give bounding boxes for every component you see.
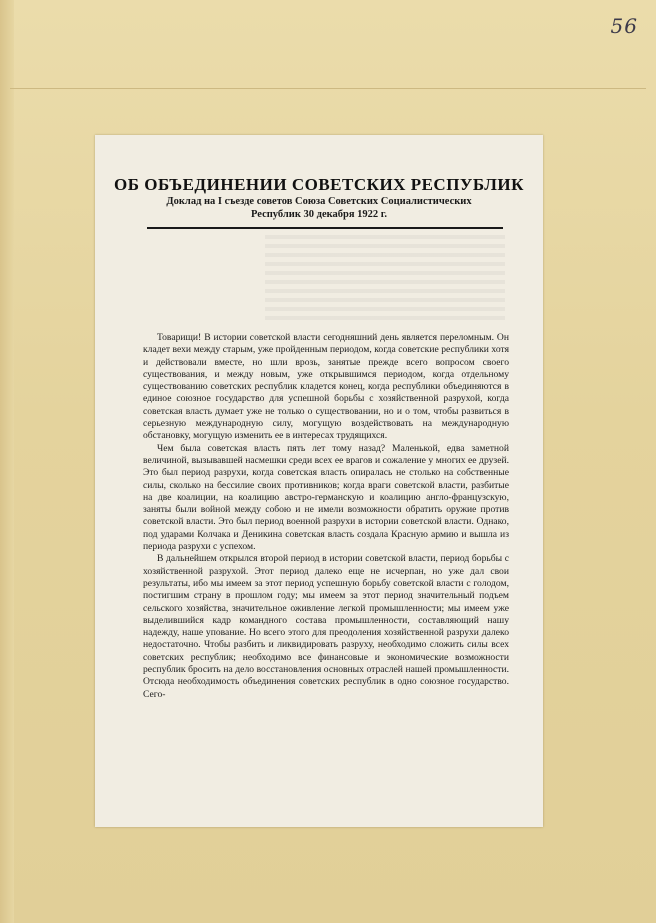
paragraph-2: Чем была советская власть пять лет тому назад? Маленькой, едва заметной величиной, вызывавшей насмешки среди всех ее врагов и сожаление у многих ее друзей. Это был период разрухи, когда советская власть опиралась не столько на собственные силы, сколько на бессилие своих противников; когда враги советской власти, разбитые на две коалиции, на коалицию австро-германскую и коалицию англо-французскую, заняты были войной между собою и не имели возможности обратить оружие против советской власти. Это был период военной разрухи в истории советской власти. Однако, под ударами Колчака и Деникина советская власть создала Красную армию и вышла из периода разрухи с успехом. [143, 442, 509, 553]
archive-page-number: 56 [610, 14, 638, 38]
document-subtitle [115, 195, 523, 221]
subtitle-line-2: Республик 30 декабря 1922 г. [251, 209, 387, 220]
subtitle-line-1: Доклад на I съезде советов Союза Советских Социалистических [166, 196, 472, 207]
document-title: ОБ ОБЪЕДИНЕНИИ СОВЕТСКИХ РЕСПУБЛИК [114, 175, 524, 194]
title-divider [147, 227, 503, 229]
backing-left-edge [0, 0, 14, 923]
bleed-through-text [265, 235, 505, 320]
backing-fold-line [10, 88, 646, 89]
document-sheet [95, 135, 543, 827]
paragraph-3: В дальнейшем открылся второй период в истории советской власти, период борьбы с хозяйственной разрухой. Этот период далеко еще не исчерпан, но уже дал свои результаты, ибо мы имеем за этот период успешную борьбу советской власти с голодом, постигшим страну в прошлом году; мы имеем за этот период значительный подъем сельского хозяйства, значительное оживление легкой промышленности; мы имеем уже выделившийся кадр командного состава промышленности, составляющий нашу надежду, наше упование. Но всего этого для преодоления хозяйственной разрухи далеко недостаточно. Чтобы разбить и ликвидировать разруху, необходимо сложить силы всех советских республик; необходимо все финансовые и экономические возможности республик бросить на дело восстановления основных отраслей нашей промышленности. Отсюда необходимость объединения советских республик в одно союзное государство. Сего- [143, 553, 509, 700]
document-body [143, 332, 509, 701]
paragraph-1: Товарищи! В истории советской власти сегодняшний день является переломным. Он кладет вехи между старым, уже пройденным периодом, когда советские республики хотя и действовали вместе, но шли врозь, занятые прежде всего вопросом своего существования, и между новым, уже открывшимся периодом, когда отдельному существованию советских республик кладется конец, когда республики объединяются в единое союзное государство для успешной борьбы с хозяйственной разрухой, когда советская власть думает уже не только о существовании, но и о том, чтобы развиться в серьезную международную силу, могущую воздействовать на международную обстановку, могущую изменить ее в интересах трудящихся. [143, 332, 509, 442]
